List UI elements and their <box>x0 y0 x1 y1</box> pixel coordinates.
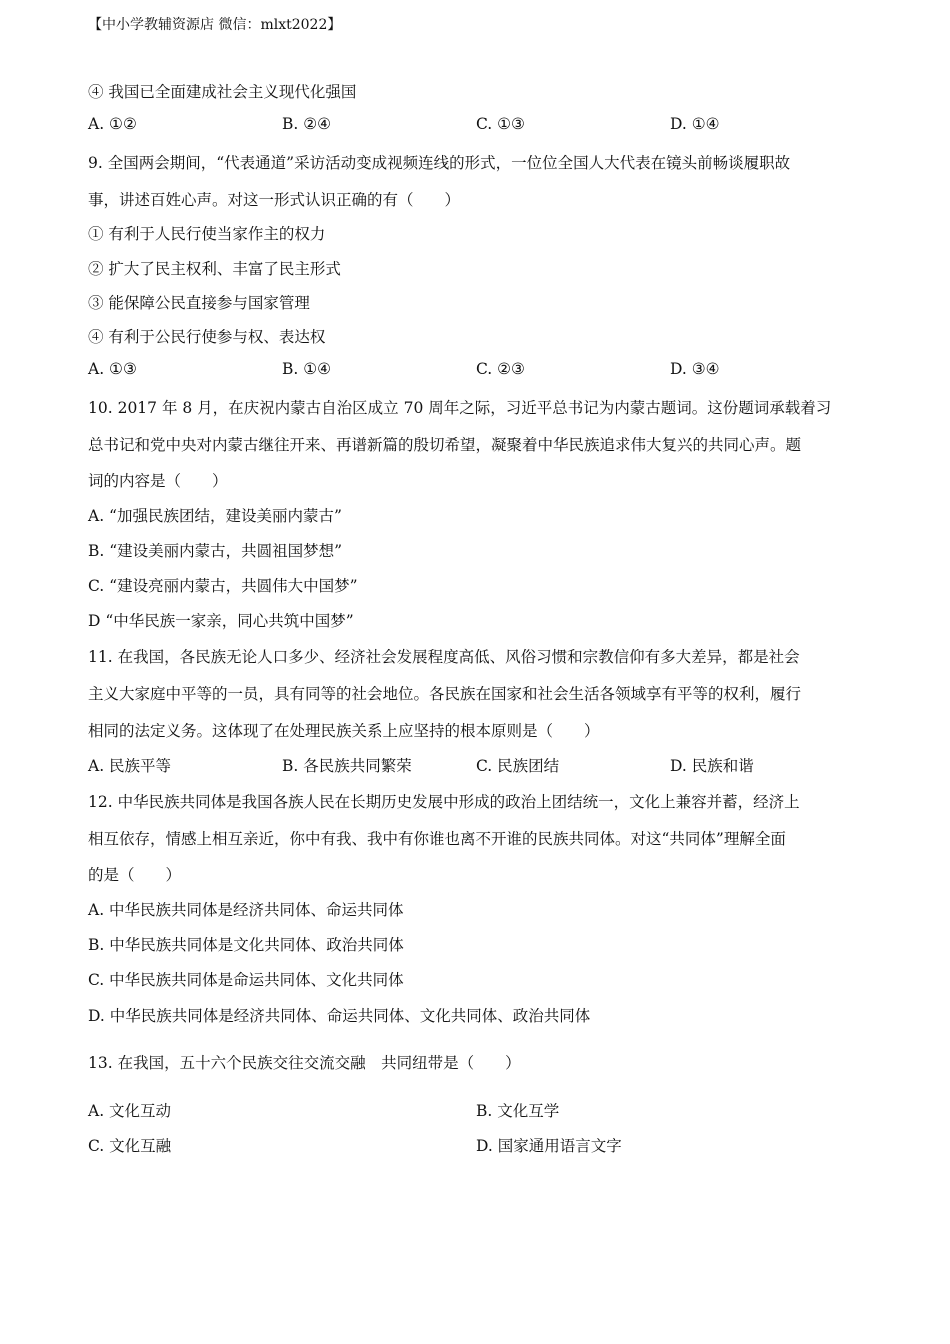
q11-option-c: C. 民族团结 <box>476 757 560 775</box>
q12-option-d: D. 中华民族共同体是经济共同体、命运共同体、文化共同体、政治共同体 <box>88 1007 591 1025</box>
q10-stem-line-3: 词的内容是（ ） <box>88 472 228 490</box>
q9-stem-line-2: 事，讲述百姓心声。对这一形式认识正确的有（ ） <box>88 191 461 209</box>
q11-stem-line-3: 相同的法定义务。这体现了在处理民族关系上应坚持的根本原则是（ ） <box>88 722 600 740</box>
q10-option-a: A. “加强民族团结，建设美丽内蒙古” <box>88 507 342 525</box>
q10-stem-line-1: 10. 2017 年 8 月，在庆祝内蒙古自治区成立 70 周年之际，习近平总书记为内蒙古题词。这份题词承载着习 <box>88 399 832 417</box>
q13-option-a: A. 文化互动 <box>88 1102 172 1120</box>
q9-option-b: B. ①④ <box>282 360 332 378</box>
q11-stem-line-2: 主义大家庭中平等的一员，具有同等的社会地位。各民族在国家和社会生活各领域享有平等的权利，履行 <box>88 685 802 703</box>
q10-stem-line-2: 总书记和党中央对内蒙古继往开来、再谱新篇的殷切希望，凝聚着中华民族追求伟大复兴的共同心声。题 <box>88 436 802 454</box>
q9-option-d: D. ③④ <box>670 360 720 378</box>
q12-option-a: A. 中华民族共同体是经济共同体、命运共同体 <box>88 901 404 919</box>
q9-option-c: C. ②③ <box>476 360 525 378</box>
q9-option-a: A. ①③ <box>88 360 137 378</box>
q8-option-b: B. ②④ <box>282 115 332 133</box>
q12-option-b: B. 中华民族共同体是文化共同体、政治共同体 <box>88 936 404 954</box>
q9-statement-2: ② 扩大了民主权利、丰富了民主形式 <box>88 260 341 278</box>
q12-option-c: C. 中华民族共同体是命运共同体、文化共同体 <box>88 971 404 989</box>
q10-option-d: D “中华民族一家亲，同心共筑中国梦” <box>88 612 354 630</box>
q10-option-c: C. “建设亮丽内蒙古，共圆伟大中国梦” <box>88 577 358 595</box>
q9-statement-3: ③ 能保障公民直接参与国家管理 <box>88 294 310 312</box>
q13-option-c: C. 文化互融 <box>88 1137 172 1155</box>
q8-option-d: D. ①④ <box>670 115 720 133</box>
q10-option-b: B. “建设美丽内蒙古，共圆祖国梦想” <box>88 542 343 560</box>
q11-stem-line-1: 11. 在我国，各民族无论人口多少、经济社会发展程度高低、风俗习惯和宗教信仰有多大差异，都是社会 <box>88 648 800 666</box>
q13-stem: 13. 在我国，五十六个民族交往交流交融 共同纽带是（ ） <box>88 1054 521 1072</box>
q12-stem-line-1: 12. 中华民族共同体是我国各族人民在长期历史发展中形成的政治上团结统一，文化上兼容并蓄，经济上 <box>88 793 800 811</box>
q9-stem-line-1: 9. 全国两会期间，“代表通道”采访活动变成视频连线的形式，一位位全国人大代表在镜头前畅谈履职故 <box>88 154 791 172</box>
q11-option-d: D. 民族和谐 <box>670 757 754 775</box>
q13-option-b: B. 文化互学 <box>476 1102 560 1120</box>
q9-statement-1: ① 有利于人民行使当家作主的权力 <box>88 225 326 243</box>
q12-stem-line-3: 的是（ ） <box>88 866 182 884</box>
q12-stem-line-2: 相互依存，情感上相互亲近，你中有我、我中有你谁也离不开谁的民族共同体。对这“共同体”理解全面 <box>88 830 786 848</box>
q13-option-d: D. 国家通用语言文字 <box>476 1137 622 1155</box>
q11-option-b: B. 各民族共同繁荣 <box>282 757 412 775</box>
q8-option-c: C. ①③ <box>476 115 525 133</box>
q8-statement-4: ④ 我国已全面建成社会主义现代化强国 <box>88 83 357 101</box>
q9-statement-4: ④ 有利于公民行使参与权、表达权 <box>88 328 326 346</box>
q8-option-a: A. ①② <box>88 115 137 133</box>
q11-option-a: A. 民族平等 <box>88 757 172 775</box>
page-header: 【中小学教辅资源店 微信：mlxt2022】 <box>88 17 342 33</box>
